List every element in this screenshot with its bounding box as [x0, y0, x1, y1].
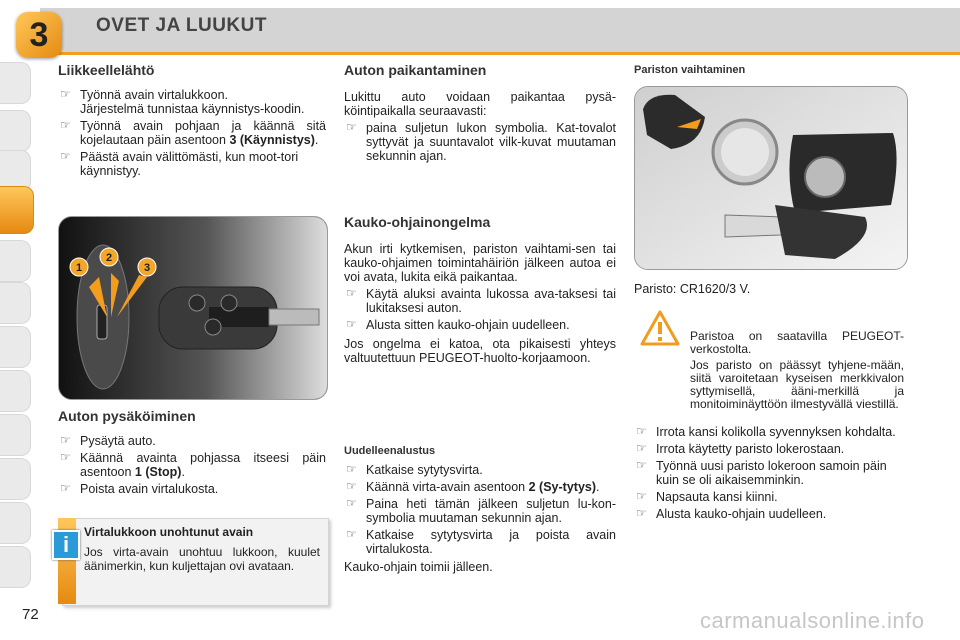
bullet-start-1: ☞ Työnnä avain virtalukkoon. — [58, 88, 326, 102]
side-tab-2[interactable] — [0, 110, 31, 152]
section-reinit — [344, 445, 616, 574]
key-ignition-image — [58, 216, 328, 400]
bullet-battery-2: ☞ Irrota käytetty paristo lokerostaan. — [634, 442, 906, 456]
side-tab-9[interactable] — [0, 414, 31, 456]
bullet-remote-1: ☞ Käytä aluksi avainta lukossa ava-taksesi tai lukitaksesi auton. — [344, 287, 616, 315]
bullet-locate-1: ☞ paina suljetun lukon symbolia. Kat-tovalot syttyvät ja suuntavalot vilk-kuvat muutaman sekunnin ajan. — [344, 121, 616, 163]
section-remote — [344, 214, 616, 365]
bullet-battery-5: ☞ Alusta kauko-ohjain uudelleen. — [634, 507, 906, 521]
warning-icon — [640, 310, 680, 346]
bullet-reinit-1: ☞ Katkaise sytytysvirta. — [344, 463, 616, 477]
side-tab-10[interactable] — [0, 458, 31, 500]
heading-locate: Auton paikantaminen — [344, 62, 487, 78]
info-text: Jos virta-avain unohtuu lukkoon, kuulet äänimerkin, kun kuljettajan ovi avataan. — [84, 545, 320, 573]
side-tab-11[interactable] — [0, 502, 31, 544]
bullet-battery-4: ☞ Napsauta kansi kiinni. — [634, 490, 906, 504]
key-label-3: 3 — [143, 262, 151, 274]
remote-outro: Jos ongelma ei katoa, ota pikaisesti yhteys valtuutettuun PEUGEOT-huolto-korjaamoon. — [344, 337, 616, 365]
info-icon: i — [52, 530, 80, 560]
heading-start: Liikkeellelähtö — [58, 62, 155, 78]
info-content — [84, 525, 320, 573]
remote-intro: Akun irti kytkemisen, pariston vaihtami-sen tai kauko-ohjaimen toimintahäiriön jälkeen autoa ei voi avata, lukita eikä paikantaa. — [344, 242, 616, 284]
start-cont: Järjestelmä tunnistaa käynnistys-koodin. — [80, 102, 305, 116]
side-tab-8[interactable] — [0, 370, 31, 412]
locate-intro: Lukittu auto voidaan paikantaa pysä-köintipaikalla seuraavasti: — [344, 90, 616, 118]
bullet-remote-2: ☞ Alusta sitten kauko-ohjain uudelleen. — [344, 318, 616, 332]
bullet-start-3: ☞ Päästä avain välittömästi, kun moot-tori käynnistyy. — [58, 150, 326, 178]
key-label-1: 1 — [75, 262, 83, 274]
bullet-battery-3: ☞ Työnnä uusi paristo lokeroon samoin päin kuin se oli aikaisemminkin. — [634, 459, 906, 487]
battery-image — [634, 86, 908, 270]
bullet-stop-1: ☞ Pysäytä auto. — [58, 434, 326, 448]
side-tab-7[interactable] — [0, 326, 31, 368]
info-title: Virtalukkoon unohtunut avain — [84, 525, 254, 539]
page-number: 72 — [22, 606, 39, 623]
section-locate — [344, 62, 616, 163]
bullet-reinit-3: ☞ Paina heti tämän jälkeen suljetun lu-kon-symbolia muutaman sekunnin ajan. — [344, 497, 616, 525]
section-battery-steps — [634, 425, 906, 521]
side-tab-active[interactable] — [0, 186, 34, 234]
bullet-reinit-2: ☞ Käännä virta-avain asentoon 2 (Sy-tytys). — [344, 480, 616, 494]
warning-p2: Jos paristo on päässyt tyhjene-mään, siitä varoitetaan kyseisen merkkivalon syttymisellä, ääni-merkillä ja monitoiminäyttöön ilmestyvällä viestillä. — [690, 358, 904, 411]
chapter-title: OVET JA LUUKUT — [96, 15, 267, 36]
side-tab-5[interactable] — [0, 240, 31, 282]
section-stop — [58, 408, 326, 496]
heading-reinit: Uudelleenalustus — [344, 445, 436, 457]
warning-content — [690, 330, 904, 411]
battery-type: Paristo: CR1620/3 V. — [634, 282, 751, 296]
heading-remote: Kauko-ohjainongelma — [344, 214, 491, 230]
bullet-start-2: ☞ Työnnä avain pohjaan ja käännä sitä kojelautaan päin asentoon 3 (Käynnistys). — [58, 119, 326, 147]
bullet-reinit-4: ☞ Katkaise sytytysvirta ja poista avain virtalukosta. — [344, 528, 616, 556]
bullet-stop-3: ☞ Poista avain virtalukosta. — [58, 482, 326, 496]
side-tab-6[interactable] — [0, 282, 31, 324]
reinit-outro: Kauko-ohjain toimii jälleen. — [344, 560, 493, 574]
heading-battery: Pariston vaihtaminen — [634, 64, 746, 76]
warning-p1: Paristoa on saatavilla PEUGEOT-verkostolta. — [690, 329, 904, 356]
key-ignition-illustration — [59, 217, 327, 399]
section-start — [58, 62, 326, 178]
side-tab-1[interactable] — [0, 62, 31, 104]
heading-stop: Auton pysäköiminen — [58, 408, 196, 424]
key-label-2: 2 — [105, 252, 113, 264]
side-tab-12[interactable] — [0, 546, 31, 588]
bullet-battery-1: ☞ Irrota kansi kolikolla syvennyksen kohdalta. — [634, 425, 906, 439]
battery-illustration — [635, 87, 907, 269]
chapter-badge: 3 — [16, 12, 62, 58]
bullet-stop-2: ☞ Käännä avainta pohjassa itseesi päin asentoon 1 (Stop). — [58, 451, 326, 479]
watermark: carmanualsonline.info — [700, 608, 925, 633]
